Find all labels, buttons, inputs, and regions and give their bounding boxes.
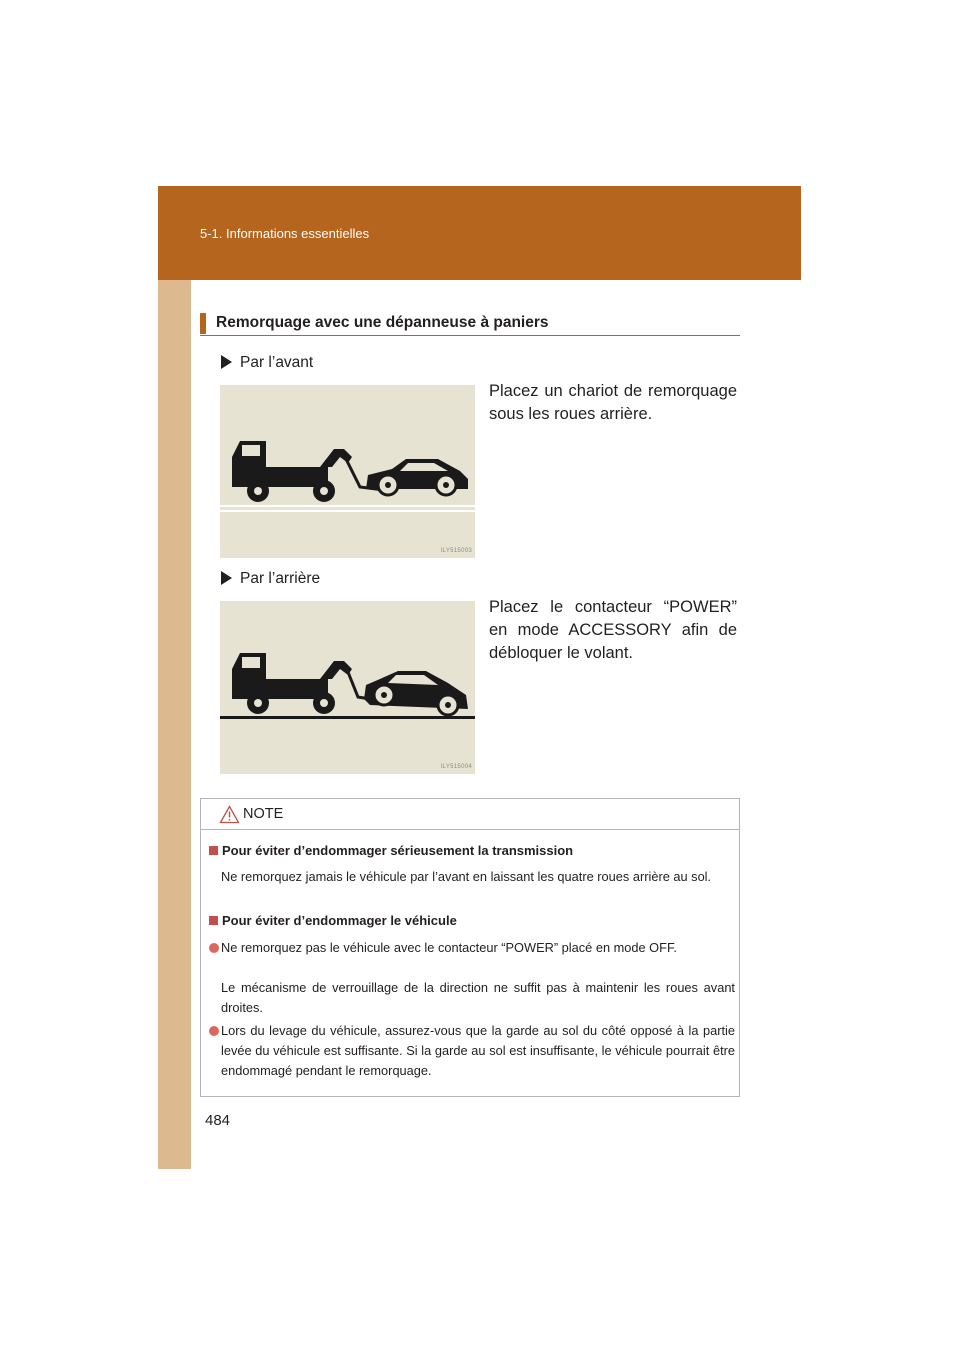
tow-truck-rear-icon: [220, 601, 475, 774]
image-code: ILY515003: [440, 548, 472, 554]
note-box: [200, 798, 740, 1097]
note-paragraph-transmission: Ne remorquez jamais le véhicule par l’avant en laissant les quatre roues arrière au sol.: [221, 869, 712, 884]
illustration-front-tow: [220, 385, 475, 558]
illustration-rear-tow: [220, 601, 475, 774]
note-bullet-text: Ne remorquez pas le véhicule avec le contacteur “POWER” placé en mode OFF.: [221, 940, 677, 955]
page-header: [158, 186, 801, 280]
item-rear-description: Placez le contacteur “POWER” en mode ACCESSORY afin de débloquer le volant.: [489, 598, 737, 662]
note-bullet-ground-clearance: [209, 1021, 735, 1083]
section-title: [200, 311, 740, 336]
arrow-bullet-icon: [221, 571, 232, 585]
square-bullet-icon: [209, 916, 218, 925]
item-rear-label: Par l’arrière: [221, 570, 320, 588]
round-bullet-icon: [209, 943, 219, 953]
section-title-bar: [200, 313, 206, 334]
image-code: ILY515004: [440, 764, 472, 770]
note-bullet-text: Lors du levage du véhicule, assurez-vous que la garde au sol du côté opposé à la partie levée du véhicule est suffisante. Si la garde au sol est insuffisante, le véhicule pourrait être endommagé pendant le remorquage.: [221, 1023, 735, 1078]
section-breadcrumb: 5-1. Informations essentielles: [200, 226, 370, 241]
arrow-bullet-icon: [221, 355, 232, 369]
square-bullet-icon: [209, 846, 218, 855]
note-bullet-text: Le mécanisme de verrouillage de la direction ne suffit pas à maintenir les roues avant droites.: [221, 980, 735, 1015]
round-bullet-icon: [209, 1026, 219, 1036]
note-label: NOTE: [243, 806, 284, 822]
note-bullet-power-off: [209, 938, 735, 1018]
item-front-description: Placez un chariot de remorquage sous les roues arrière.: [489, 382, 737, 423]
note-heading-transmission: Pour éviter d’endommager sérieusement la transmission: [209, 843, 573, 858]
item-front-label: Par l’avant: [221, 354, 313, 372]
side-band: [158, 186, 191, 1169]
note-header: [201, 799, 739, 830]
warning-triangle-icon: [219, 805, 240, 824]
tow-truck-front-icon: [220, 385, 475, 558]
section-title-text: Remorquage avec une dépanneuse à paniers: [216, 314, 549, 331]
page-number: 484: [205, 1112, 231, 1129]
note-heading-vehicle: Pour éviter d’endommager le véhicule: [209, 913, 457, 928]
